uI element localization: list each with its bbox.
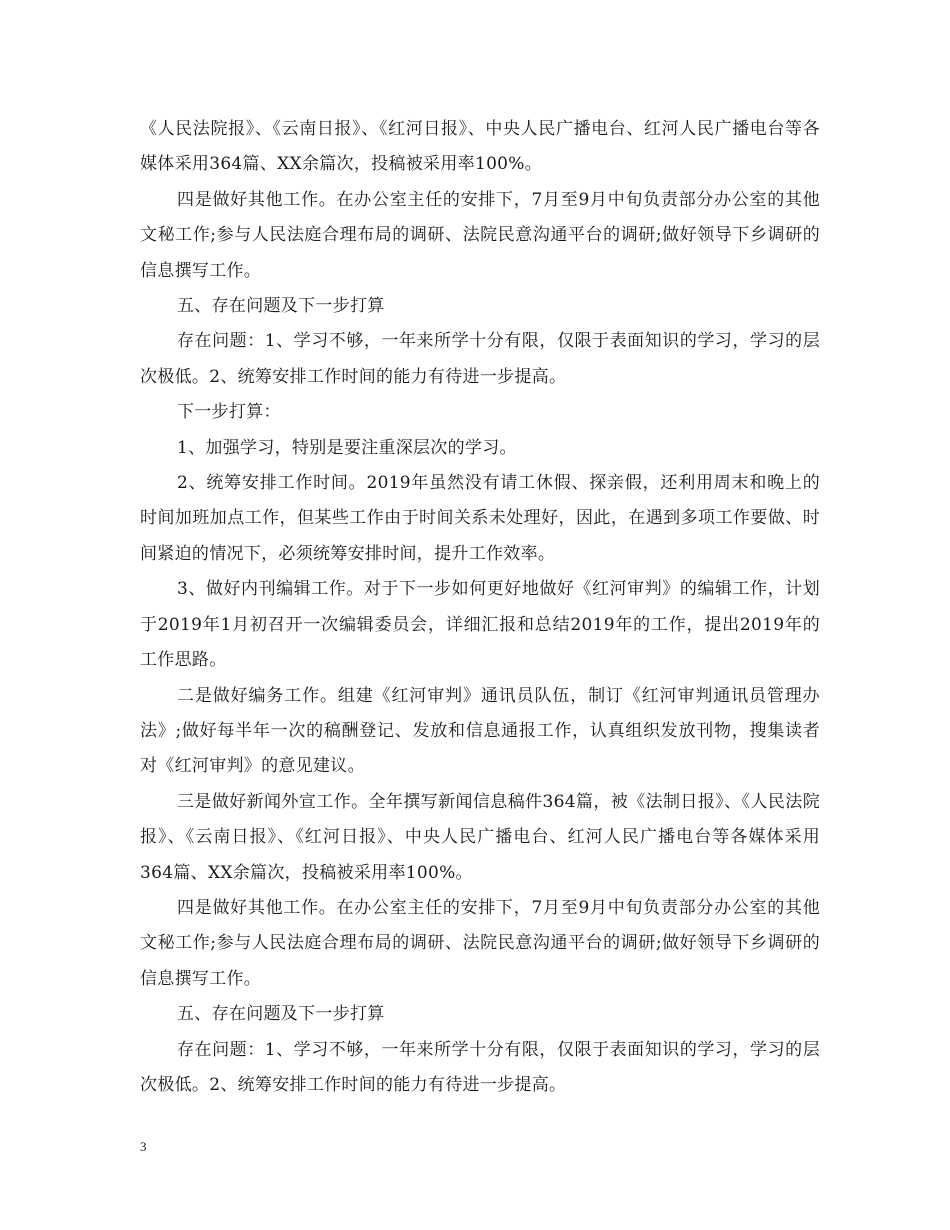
document-body — [140, 112, 820, 1103]
paragraph: 四是做好其他工作。在办公室主任的安排下，7月至9月中旬负责部分办公室的其他文秘工作;参与人民法庭合理布局的调研、法院民意沟通平台的调研;做好领导下乡调研的信息撰写工作。 — [140, 897, 820, 989]
paragraph: 存在问题：1、学习不够，一年来所学十分有限，仅限于表面知识的学习，学习的层次极低。2、统筹安排工作时间的能力有待进一步提高。 — [140, 331, 820, 387]
paragraph: 四是做好其他工作。在办公室主任的安排下，7月至9月中旬负责部分办公室的其他文秘工作;参与人民法庭合理布局的调研、法院民意沟通平台的调研;做好领导下乡调研的信息撰写工作。 — [140, 189, 820, 281]
section-heading: 五、存在问题及下一步打算 — [177, 296, 385, 317]
list-item: 3、做好内刊编辑工作。对于下一步如何更好地做好《红河审判》的编辑工作，计划于2019年1月初召开一次编辑委员会，详细汇报和总结2019年的工作，提出2019年的工作思路。 — [140, 579, 820, 671]
paragraph: 三是做好新闻外宣工作。全年撰写新闻信息稿件364篇，被《法制日报》、《人民法院报》、《云南日报》、《红河日报》、中央人民广播电台、红河人民广播电台等各媒体采用364篇、XX余篇次，投稿被采用率100%。 — [140, 791, 820, 883]
paragraph: 下一步打算： — [177, 402, 281, 423]
list-item: 2、统筹安排工作时间。2019年虽然没有请工休假、探亲假，还利用周末和晚上的时间加班加点工作，但某些工作由于时间关系未处理好，因此，在遇到多项工作要做、时间紧迫的情况下，必须统筹安排时间，提升工作效率。 — [140, 473, 820, 564]
page-number: 3 — [140, 1139, 147, 1154]
paragraph: 二是做好编务工作。组建《红河审判》通讯员队伍，制订《红河审判通讯员管理办法》;做好每半年一次的稿酬登记、发放和信息通报工作，认真组织发放刊物，搜集读者对《红河审判》的意见建议。 — [140, 685, 820, 777]
paragraph: 《人民法院报》、《云南日报》、《红河日报》、中央人民广播电台、红河人民广播电台等各媒体采用364篇、XX余篇次，投稿被采用率100%。 — [140, 119, 820, 175]
list-item: 1、加强学习，特别是要注重深层次的学习。 — [177, 437, 517, 458]
paragraph: 存在问题：1、学习不够，一年来所学十分有限，仅限于表面知识的学习，学习的层次极低。2、统筹安排工作时间的能力有待进一步提高。 — [140, 1039, 820, 1095]
section-heading: 五、存在问题及下一步打算 — [177, 1004, 385, 1025]
